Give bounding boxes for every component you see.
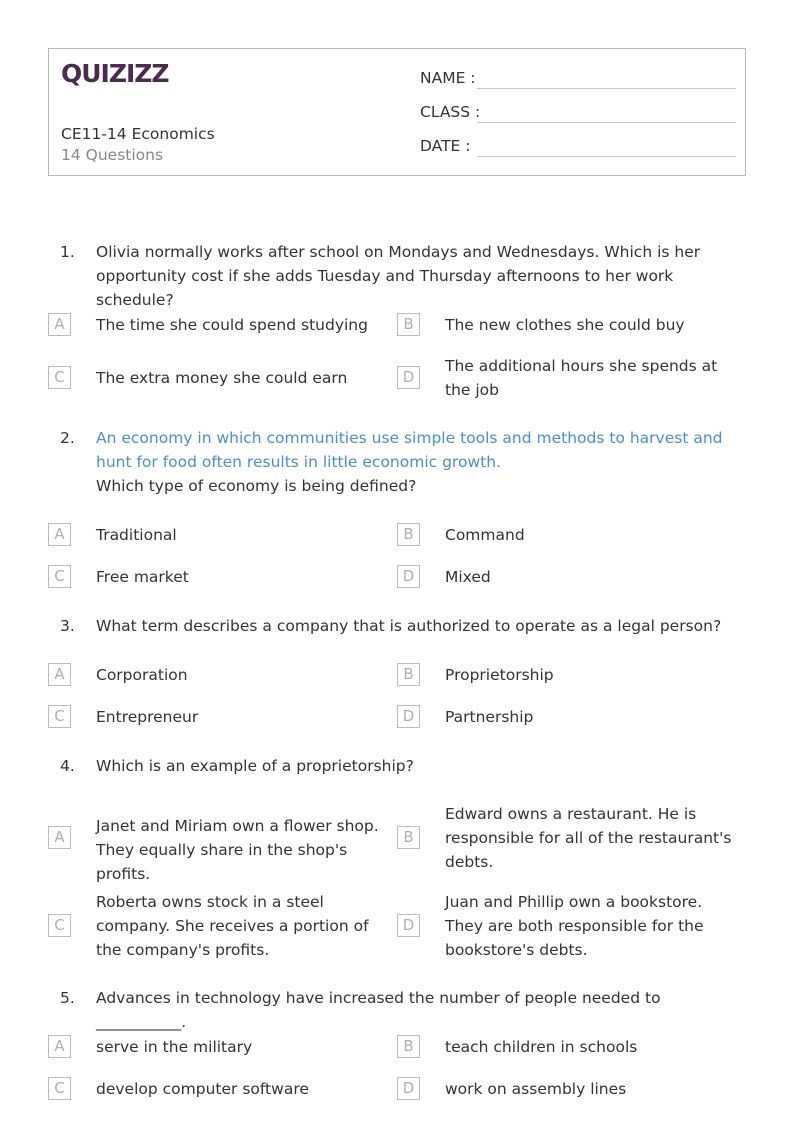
option-a-text[interactable]: Corporation — [96, 666, 188, 684]
option-c-box[interactable]: C — [48, 366, 71, 389]
option-d-box[interactable]: D — [397, 366, 420, 389]
option-a-box[interactable]: A — [48, 663, 71, 686]
option-a-text[interactable]: serve in the military — [96, 1038, 253, 1056]
quizizz-logo: QUIZIZZ — [61, 59, 169, 88]
option-c-text[interactable]: develop computer software — [96, 1080, 309, 1098]
option-c-text[interactable]: The extra money she could earn — [96, 369, 348, 387]
option-b-text[interactable]: Edward owns a restaurant. He is responsible for all of the restaurant's debts. — [445, 805, 732, 871]
question-number: 2. — [60, 429, 75, 447]
name-label: NAME : — [420, 69, 476, 87]
option-d-box[interactable]: D — [397, 565, 420, 588]
option-a-box[interactable]: A — [48, 523, 71, 546]
worksheet-header — [48, 48, 746, 176]
option-b-box[interactable]: B — [397, 313, 420, 336]
option-b-box[interactable]: B — [397, 1035, 420, 1058]
option-c-box[interactable]: C — [48, 705, 71, 728]
option-b-text[interactable]: teach children in schools — [445, 1038, 638, 1056]
question-number: 4. — [60, 757, 75, 775]
class-field[interactable] — [420, 99, 736, 123]
question-text: Olivia normally works after school on Mondays and Wednesdays. Which is her opportunity cost if she adds Tuesday and Thursday afternoons to her work schedule? — [96, 243, 701, 309]
option-d-box[interactable]: D — [397, 705, 420, 728]
question-text: Which type of economy is being defined? — [96, 477, 417, 495]
option-d-text[interactable]: The additional hours she spends at the job — [445, 357, 718, 399]
date-field[interactable] — [420, 133, 736, 157]
question-text-block — [96, 426, 736, 498]
question-text: Which is an example of a proprietorship? — [96, 757, 414, 775]
option-b-text[interactable]: Proprietorship — [445, 666, 554, 684]
option-c-text[interactable]: Free market — [96, 568, 189, 586]
question-text: What term describes a company that is authorized to operate as a legal person? — [96, 617, 722, 635]
question-number: 3. — [60, 617, 75, 635]
option-b-box[interactable]: B — [397, 826, 420, 849]
worksheet-title: CE11-14 Economics — [61, 125, 215, 143]
question-text: Advances in technology have increased the number of people needed to ___________. — [96, 989, 661, 1031]
option-d-text[interactable]: work on assembly lines — [445, 1080, 627, 1098]
option-b-box[interactable]: B — [397, 523, 420, 546]
date-line[interactable] — [477, 156, 736, 157]
option-a-text[interactable]: Traditional — [96, 526, 177, 544]
option-a-text[interactable]: The time she could spend studying — [96, 316, 368, 334]
option-a-text[interactable]: Janet and Miriam own a flower shop. They equally share in the shop's profits. — [96, 817, 379, 883]
option-b-text[interactable]: Command — [445, 526, 525, 544]
option-a-box[interactable]: A — [48, 826, 71, 849]
option-c-box[interactable]: C — [48, 914, 71, 937]
option-c-text[interactable]: Entrepreneur — [96, 708, 199, 726]
option-a-box[interactable]: A — [48, 313, 71, 336]
option-d-text[interactable]: Mixed — [445, 568, 491, 586]
question-passage: An economy in which communities use simple tools and methods to harvest and hunt for food often results in little economic growth. — [96, 429, 723, 471]
option-a-box[interactable]: A — [48, 1035, 71, 1058]
date-label: DATE : — [420, 137, 471, 155]
question-count: 14 Questions — [61, 146, 164, 164]
class-line[interactable] — [477, 122, 736, 123]
name-line[interactable] — [477, 88, 736, 89]
option-d-text[interactable]: Juan and Phillip own a bookstore. They are both responsible for the bookstore's debts. — [445, 893, 704, 959]
question-number: 1. — [60, 243, 75, 261]
option-c-box[interactable]: C — [48, 1077, 71, 1100]
option-c-box[interactable]: C — [48, 565, 71, 588]
question-number: 5. — [60, 989, 75, 1007]
option-b-box[interactable]: B — [397, 663, 420, 686]
option-c-text[interactable]: Roberta owns stock in a steel company. She receives a portion of the company's profits. — [96, 893, 369, 959]
option-b-text[interactable]: The new clothes she could buy — [445, 316, 685, 334]
class-label: CLASS : — [420, 103, 481, 121]
option-d-box[interactable]: D — [397, 914, 420, 937]
name-field[interactable] — [420, 65, 736, 89]
option-d-box[interactable]: D — [397, 1077, 420, 1100]
option-d-text[interactable]: Partnership — [445, 708, 534, 726]
